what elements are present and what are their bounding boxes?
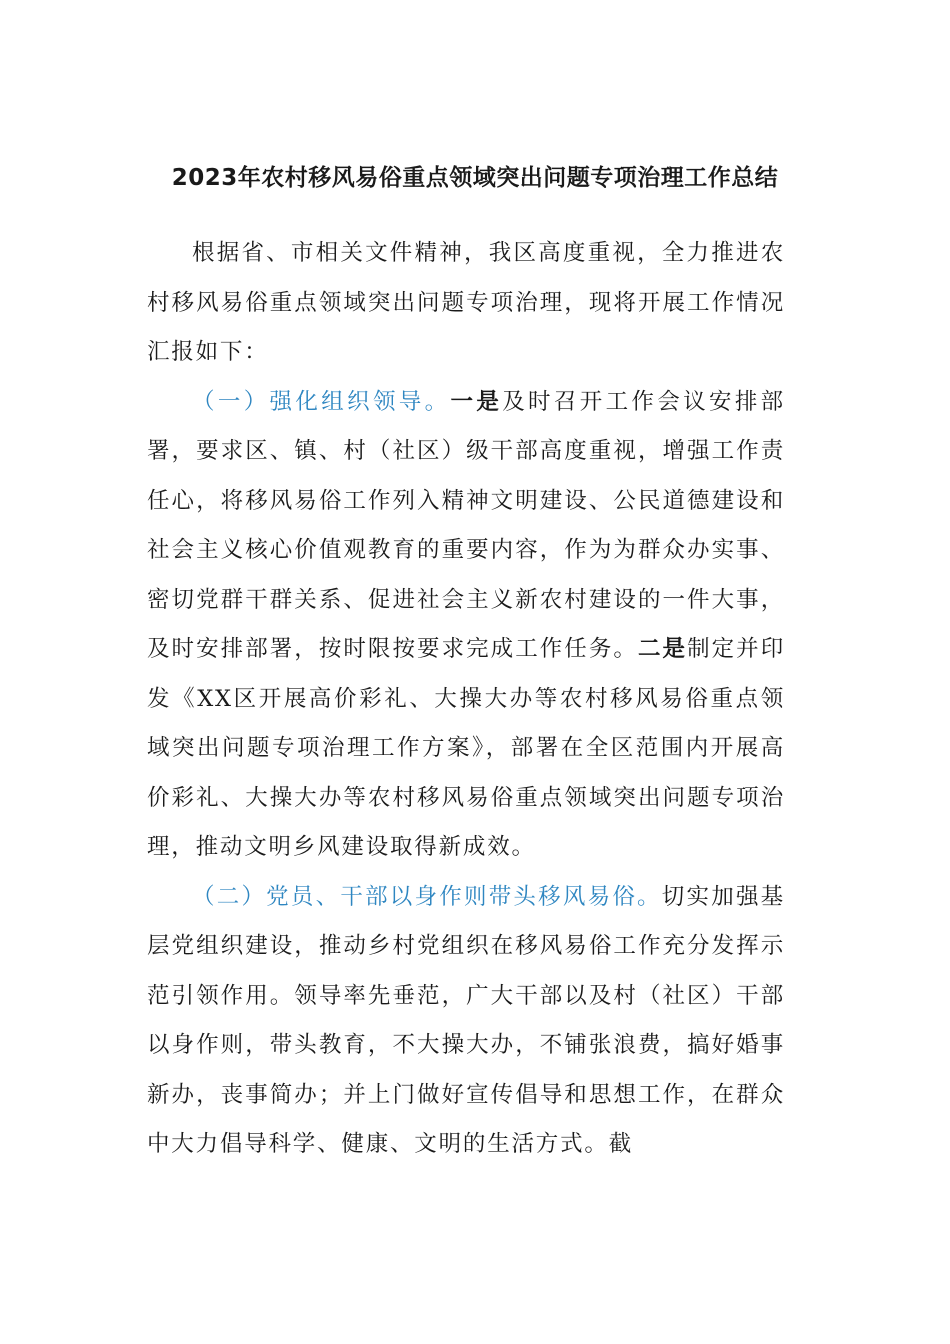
section-2-heading: （二）党员、干部以身作则带头移风易俗。: [192, 883, 662, 910]
intro-text: 根据省、市相关文件精神，我区高度重视，全力推进农村移风易俗重点领域突出问题专项治理，现将开展工作情况汇报如下：: [147, 240, 785, 365]
section-1-text-1: 及时召开工作会议安排部署，要求区、镇、村（社区）级干部高度重视，增强工作责任心，将移风易俗工作列入精神文明建设、公民道德建设和社会主义核心价值观教育的重要内容，作为为群众办实事、密切党群干群关系、促进社会主义新农村建设的一件大事，及时安排部署，按时限按要求完成工作任务。: [147, 388, 785, 662]
document-title: 2023年农村移风易俗重点领域突出问题专项治理工作总结: [171, 165, 779, 191]
intro-paragraph: [147, 229, 785, 378]
section-1-marker-1: 一是: [450, 388, 503, 415]
section-1-marker-2: 二是: [637, 636, 688, 662]
section-1-heading: （一）强化组织领导。: [192, 388, 451, 415]
document-body: [147, 229, 785, 1170]
section-2-paragraph: [147, 873, 785, 1170]
section-2-text: 切实加强基层党组织建设，推动乡村党组织在移风易俗工作充分发挥示范引领作用。领导率先垂范，广大干部以及村（社区）干部以身作则，带头教育，不大操大办，不铺张浪费，搞好婚事新办，丧事简办；并上门做好宣传倡导和思想工作，在群众中大力倡导科学、健康、文明的生活方式。截: [147, 883, 785, 1157]
section-1-paragraph: [147, 378, 785, 873]
section-1-text-2: 制定并印发《XX区开展高价彩礼、大操大办等农村移风易俗重点领域突出问题专项治理工作方案》，部署在全区范围内开展高价彩礼、大操大办等农村移风易俗重点领域突出问题专项治理，推动文明乡风建设取得新成效。: [147, 636, 786, 860]
